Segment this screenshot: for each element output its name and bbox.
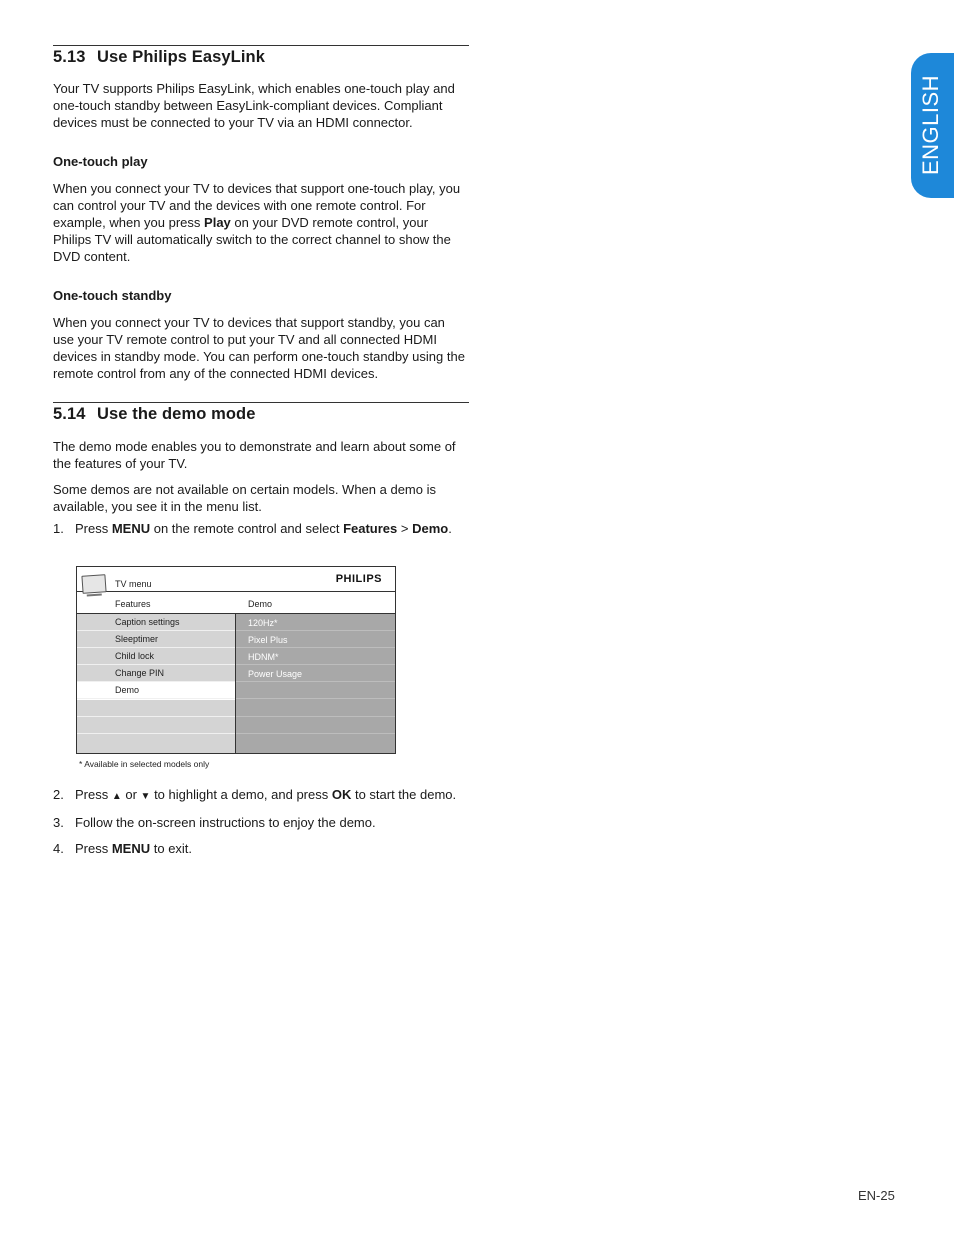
down-arrow-icon: ▼ (140, 791, 151, 802)
menu-item-empty (77, 734, 235, 753)
tv-menu-title: TV menu (115, 579, 152, 589)
menu-item-sleeptimer[interactable]: Sleeptimer (77, 631, 235, 648)
menu-left-header: Features (115, 599, 151, 609)
demo-item-power-usage[interactable]: Power Usage (236, 665, 395, 682)
subheading-one-touch-play: One-touch play (53, 154, 148, 169)
menu-item-empty (77, 717, 235, 734)
menu-item-caption-settings[interactable]: Caption settings (77, 614, 235, 631)
one-touch-standby-text: When you connect your TV to devices that support standby, you can use your TV remote control to put your TV and all connected HDMI devices in standby mode. You can perform one-touch standby using the remote control from any of the connected HDMI devices. (53, 315, 465, 381)
section-heading-easylink: 5.13 Use Philips EasyLink (53, 48, 265, 66)
demo-item-empty (236, 717, 395, 734)
section-heading-demo-mode: 5.14 Use the demo mode (53, 405, 256, 423)
menu-item-empty (77, 700, 235, 717)
page-number: EN-25 (858, 1188, 895, 1203)
section-rule (53, 402, 469, 403)
tv-icon (81, 574, 106, 594)
tv-menu-figure (76, 566, 396, 754)
menu-item-demo[interactable]: Demo (77, 682, 235, 699)
step-3: 3. Follow the on-screen instructions to enjoy the demo. (53, 815, 376, 830)
tv-menu-path (77, 592, 395, 614)
language-tab-label: ENGLISH (918, 74, 943, 176)
demo-item-empty (236, 700, 395, 717)
step-1: 1. Press MENU on the remote control and select Features > Demo. (53, 521, 452, 536)
demo-para-1: The demo mode enables you to demonstrate and learn about some of the features of your TV. (53, 439, 456, 471)
section-rule (53, 45, 469, 46)
demo-item-hdnm[interactable]: HDNM* (236, 648, 395, 665)
menu-item-child-lock[interactable]: Child lock (77, 648, 235, 665)
tv-menu-header (77, 567, 395, 592)
one-touch-play-text: When you connect your TV to devices that support one-touch play, you can control your TV and the devices with one remote control. For example, when you press Play on your DVD remote control, your Philips TV will automatically switch to the correct channel to show the DVD content. (53, 181, 461, 264)
step-2: 2. Press ▲ or ▼ to highlight a demo, and press OK to start the demo. (53, 787, 457, 802)
up-arrow-icon: ▲ (111, 791, 122, 802)
demo-para-2: Some demos are not available on certain models. When a demo is available, you see it in the menu list. (53, 482, 436, 514)
demo-item-pixel-plus[interactable]: Pixel Plus (236, 631, 395, 648)
menu-item-change-pin[interactable]: Change PIN (77, 665, 235, 682)
easylink-intro: Your TV supports Philips EasyLink, which enables one-touch play and one-touch standby between EasyLink-compliant devices. Compliant devices must be connected to your TV via an HDMI connector. (53, 81, 455, 130)
demo-item-empty (236, 682, 395, 699)
demo-steps-b (53, 786, 473, 857)
demo-item-120hz[interactable]: 120Hz* (236, 614, 395, 631)
subheading-one-touch-standby: One-touch standby (53, 288, 172, 303)
demo-steps-a (53, 520, 473, 537)
menu-right-header: Demo (248, 599, 273, 609)
menu-footnote: * Available in selected models only (79, 759, 210, 769)
menu-left-list (77, 614, 236, 753)
philips-logo: PHILIPS (335, 573, 382, 585)
menu-right-list (236, 614, 395, 753)
step-4: 4. Press MENU to exit. (53, 841, 193, 856)
